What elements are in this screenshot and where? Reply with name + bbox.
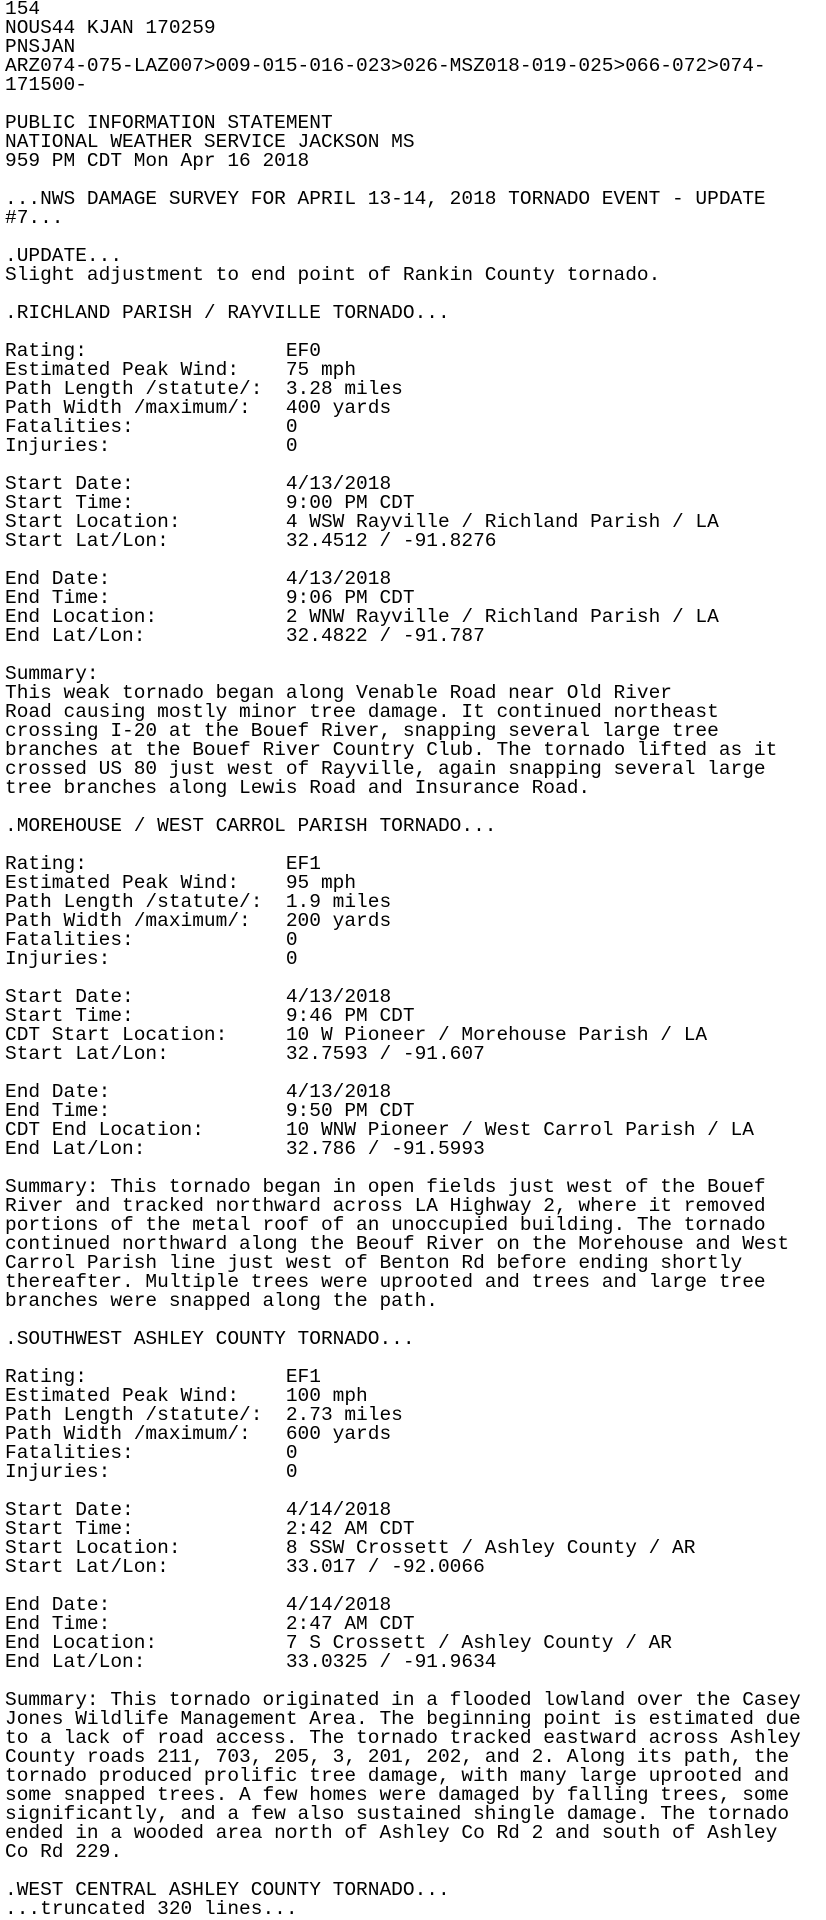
text-line: .SOUTHWEST ASHLEY COUNTY TORNADO... xyxy=(5,1328,415,1350)
text-line: Fatalities: 0 xyxy=(5,416,298,438)
text-line: ...NWS DAMAGE SURVEY FOR APRIL 13-14, 2018 TORNADO EVENT - UPDATE xyxy=(5,188,766,210)
text-line: crossing I-20 at the Bouef River, snapping several large tree xyxy=(5,720,719,742)
text-line: Fatalities: 0 xyxy=(5,1442,298,1464)
text-line: Injuries: 0 xyxy=(5,435,298,457)
text-line: Rating: EF1 xyxy=(5,1366,321,1388)
text-line: ARZ074-075-LAZ007>009-015-016-023>026-MSZ018-019-025>066-072>074- xyxy=(5,55,766,77)
text-line: End Date: 4/14/2018 xyxy=(5,1594,392,1616)
text-line: branches at the Bouef River Country Club. The tornado lifted as it xyxy=(5,739,778,761)
text-line: Start Lat/Lon: 33.017 / -92.0066 xyxy=(5,1556,485,1578)
text-line: Start Date: 4/13/2018 xyxy=(5,986,392,1008)
text-line: Road causing mostly minor tree damage. It continued northeast xyxy=(5,701,719,723)
text-line: Slight adjustment to end point of Rankin County tornado. xyxy=(5,264,661,286)
text-line: End Time: 9:50 PM CDT xyxy=(5,1100,415,1122)
text-line: Summary: This tornado began in open fields just west of the Bouef xyxy=(5,1176,766,1198)
text-line: Summary: This tornado originated in a flooded lowland over the Casey xyxy=(5,1689,801,1711)
text-line: CDT Start Location: 10 W Pioneer / Morehouse Parish / LA xyxy=(5,1024,708,1046)
text-line: Rating: EF1 xyxy=(5,853,321,875)
text-line: crossed US 80 just west of Rayville, again snapping several large xyxy=(5,758,766,780)
text-line: Estimated Peak Wind: 95 mph xyxy=(5,872,357,894)
text-line: 154 xyxy=(5,0,41,20)
text-line: Path Width /maximum/: 200 yards xyxy=(5,910,392,932)
text-line: thereafter. Multiple trees were uprooted and trees and large tree xyxy=(5,1271,766,1293)
text-line: Path Length /statute/: 1.9 miles xyxy=(5,891,392,913)
text-line: significantly, and a few also sustained shingle damage. The tornado xyxy=(5,1803,790,1825)
text-line: Start Time: 9:00 PM CDT xyxy=(5,492,415,514)
text-line: Start Date: 4/14/2018 xyxy=(5,1499,392,1521)
text-line: ended in a wooded area north of Ashley Co Rd 2 and south of Ashley xyxy=(5,1822,778,1844)
text-line: tree branches along Lewis Road and Insurance Road. xyxy=(5,777,591,799)
text-line: continued northward along the Beouf River on the Morehouse and West xyxy=(5,1233,790,1255)
text-line: Path Width /maximum/: 600 yards xyxy=(5,1423,392,1445)
text-line: tornado produced prolific tree damage, with many large uprooted and xyxy=(5,1765,790,1787)
text-line: Start Lat/Lon: 32.4512 / -91.8276 xyxy=(5,530,497,552)
text-line: County roads 211, 703, 205, 3, 201, 202, and 2. Along its path, the xyxy=(5,1746,790,1768)
text-line: NOUS44 KJAN 170259 xyxy=(5,17,216,39)
text-line: some snapped trees. A few homes were damaged by falling trees, some xyxy=(5,1784,790,1806)
text-line: .WEST CENTRAL ASHLEY COUNTY TORNADO... xyxy=(5,1879,450,1901)
text-line: 171500- xyxy=(5,74,87,96)
text-line: to a lack of road access. The tornado tracked eastward across Ashley xyxy=(5,1727,801,1749)
text-line: End Location: 2 WNW Rayville / Richland Parish / LA xyxy=(5,606,719,628)
text-line: .MOREHOUSE / WEST CARROL PARISH TORNADO... xyxy=(5,815,497,837)
text-line: Path Length /statute/: 2.73 miles xyxy=(5,1404,403,1426)
text-line: End Location: 7 S Crossett / Ashley County / AR xyxy=(5,1632,673,1654)
text-line: Start Location: 4 WSW Rayville / Richland Parish / LA xyxy=(5,511,719,533)
text-line: Rating: EF0 xyxy=(5,340,321,362)
text-line: End Time: 2:47 AM CDT xyxy=(5,1613,415,1635)
text-line: Path Width /maximum/: 400 yards xyxy=(5,397,392,419)
text-line: End Lat/Lon: 32.786 / -91.5993 xyxy=(5,1138,485,1160)
text-line: End Date: 4/13/2018 xyxy=(5,568,392,590)
text-line: End Date: 4/13/2018 xyxy=(5,1081,392,1103)
text-line: NATIONAL WEATHER SERVICE JACKSON MS xyxy=(5,131,415,153)
text-line: End Lat/Lon: 32.4822 / -91.787 xyxy=(5,625,485,647)
text-line: Fatalities: 0 xyxy=(5,929,298,951)
text-line xyxy=(5,646,826,665)
text-line: End Time: 9:06 PM CDT xyxy=(5,587,415,609)
text-line: Carrol Parish line just west of Benton Rd before ending shortly xyxy=(5,1252,743,1274)
text-line: Summary: xyxy=(5,663,99,685)
text-line: Co Rd 229. xyxy=(5,1841,123,1863)
text-line: .UPDATE... xyxy=(5,245,123,267)
text-line: Injuries: 0 xyxy=(5,1461,298,1483)
text-line: Start Date: 4/13/2018 xyxy=(5,473,392,495)
text-line: Path Length /statute/: 3.28 miles xyxy=(5,378,403,400)
text-line: PUBLIC INFORMATION STATEMENT xyxy=(5,112,333,134)
text-line: Start Time: 2:42 AM CDT xyxy=(5,1518,415,1540)
text-line: Start Time: 9:46 PM CDT xyxy=(5,1005,415,1027)
text-line: Injuries: 0 xyxy=(5,948,298,970)
text-line: River and tracked northward across LA Highway 2, where it removed xyxy=(5,1195,766,1217)
text-line: Start Location: 8 SSW Crossett / Ashley County / AR xyxy=(5,1537,696,1559)
text-line: PNSJAN xyxy=(5,36,76,58)
text-line: Jones Wildlife Management Area. The beginning point is estimated due xyxy=(5,1708,801,1730)
text-line: This weak tornado began along Venable Road near Old River xyxy=(5,682,673,704)
text-line: #7... xyxy=(5,207,64,229)
text-line: portions of the metal roof of an unoccupied building. The tornado xyxy=(5,1214,766,1236)
text-line: Start Lat/Lon: 32.7593 / -91.607 xyxy=(5,1043,485,1065)
text-line: Estimated Peak Wind: 100 mph xyxy=(5,1385,368,1407)
text-line: 959 PM CDT Mon Apr 16 2018 xyxy=(5,150,310,172)
text-line xyxy=(5,228,826,247)
text-line: ...truncated 320 lines... xyxy=(5,1898,298,1920)
text-line: Estimated Peak Wind: 75 mph xyxy=(5,359,357,381)
text-line: branches were snapped along the path. xyxy=(5,1290,438,1312)
text-line: CDT End Location: 10 WNW Pioneer / West Carrol Parish / LA xyxy=(5,1119,754,1141)
text-line: End Lat/Lon: 33.0325 / -91.9634 xyxy=(5,1651,497,1673)
text-line: .RICHLAND PARISH / RAYVILLE TORNADO... xyxy=(5,302,450,324)
